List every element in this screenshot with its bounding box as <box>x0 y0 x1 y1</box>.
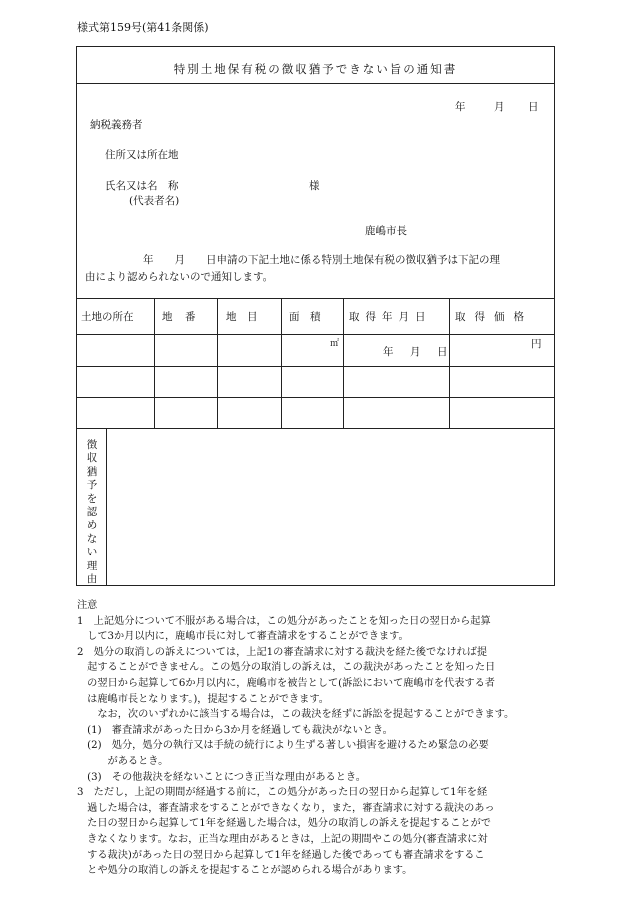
column-divider <box>154 298 155 428</box>
note-line: する裁決)があった日の翌日から起算して1年を経過した後であっても審査請求をするこ <box>77 849 485 861</box>
note-line: きなくなります。なお，正当な理由があるときは，上記の期間やこの処分(審査請求に対 <box>77 833 488 845</box>
note-line: して3か月以内に，鹿嶋市長に対して審査請求をすることができます。 <box>77 631 409 643</box>
document-title: 特別土地保有税の徴収猶予できない旨の通知書 <box>173 62 458 76</box>
divider <box>77 83 554 84</box>
body-text-line2: 由により認められないので通知します。 <box>85 271 274 283</box>
body-text-line1: 年 月 日申請の下記土地に係る特別土地保有税の徴収猶予は下記の理 <box>143 254 500 266</box>
form-number: 様式第159号(第41条関係) <box>77 21 209 34</box>
price-unit: 円 <box>531 338 542 350</box>
note-line: た日の翌日から起算して1年を経過した場合は，処分の取消しの訴えを提起することがで <box>77 818 491 830</box>
address-label: 住所又は所在地 <box>105 149 179 161</box>
honorific: 様 <box>309 180 320 192</box>
note-line: なお，次のいずれかに該当する場合は，この裁決を経ずに訴訟を提起することができます。 <box>77 709 515 721</box>
representative-label: (代表者名) <box>129 195 180 207</box>
header-lot-number: 地 番 <box>162 310 197 323</box>
header-land-category: 地 目 <box>226 310 258 323</box>
column-divider <box>281 298 282 428</box>
note-line: (2) 処分，処分の執行又は手続の続行により生ずる著しい損害を避けるため緊急の必要 <box>77 740 489 752</box>
note-line: があるとき。 <box>77 755 169 767</box>
note-line: とや処分の取消しの訴えを提起することが認められる場合があります。 <box>77 865 413 877</box>
column-divider <box>343 298 344 428</box>
header-location: 土地の所在 <box>81 310 134 323</box>
date-month: 月 <box>494 101 505 113</box>
header-acquisition-date: 取得年月日 <box>349 310 432 323</box>
notes-heading: 注意 <box>77 600 98 611</box>
note-line: 過した場合は，審査請求をすることができなくなり，また，審査請求に対する裁決のあっ <box>77 802 495 814</box>
taxpayer-label: 納税義務者 <box>90 119 143 131</box>
area-unit: ㎡ <box>330 339 340 349</box>
notice-form-frame <box>76 46 555 586</box>
date-year: 年 <box>455 101 466 113</box>
note-line: は鹿嶋市長となります。)，提起することができます。 <box>77 693 329 705</box>
table-row-line <box>77 366 554 367</box>
date-day: 日 <box>528 101 539 113</box>
note-line: (1) 審査請求があった日から3か月を経過しても裁決がないとき。 <box>77 724 393 736</box>
note-line: 1 上記処分について不服がある場合は，この処分があったことを知った日の翌日から起算 <box>77 615 491 627</box>
note-line: 起することができません。この処分の取消しの訴えは，この裁決があったことを知った日 <box>77 662 496 674</box>
reason-divider <box>106 428 107 586</box>
header-area: 面 積 <box>289 310 321 323</box>
reason-label: 徴収猶予を認めない理由 <box>86 439 98 586</box>
note-line: の翌日から起算して6か月以内に，鹿嶋市を被告として(訴訟において鹿嶋市を代表する者 <box>77 677 495 689</box>
note-line: 3 ただし，上記の期間が経過する前に，この処分があった日の翌日から起算して1年を経 <box>77 787 488 799</box>
column-divider <box>449 298 450 428</box>
issuer: 鹿嶋市長 <box>365 225 407 237</box>
notes-section <box>77 598 555 879</box>
note-line: 2 処分の取消しの訴えについては，上記1の審査請求に対する裁決を経た後でなければ提 <box>77 646 488 658</box>
table-header-line <box>77 334 554 335</box>
name-label: 氏名又は名 称 <box>105 180 179 192</box>
table-row-line <box>77 397 554 398</box>
date-placeholder: 年 月 日 <box>383 346 451 358</box>
column-divider <box>217 298 218 428</box>
note-line: (3) その他裁決を経ないことにつき正当な理由があるとき。 <box>77 771 366 783</box>
table-bottom-line <box>77 428 554 429</box>
header-acquisition-price: 取得価格 <box>455 310 533 323</box>
